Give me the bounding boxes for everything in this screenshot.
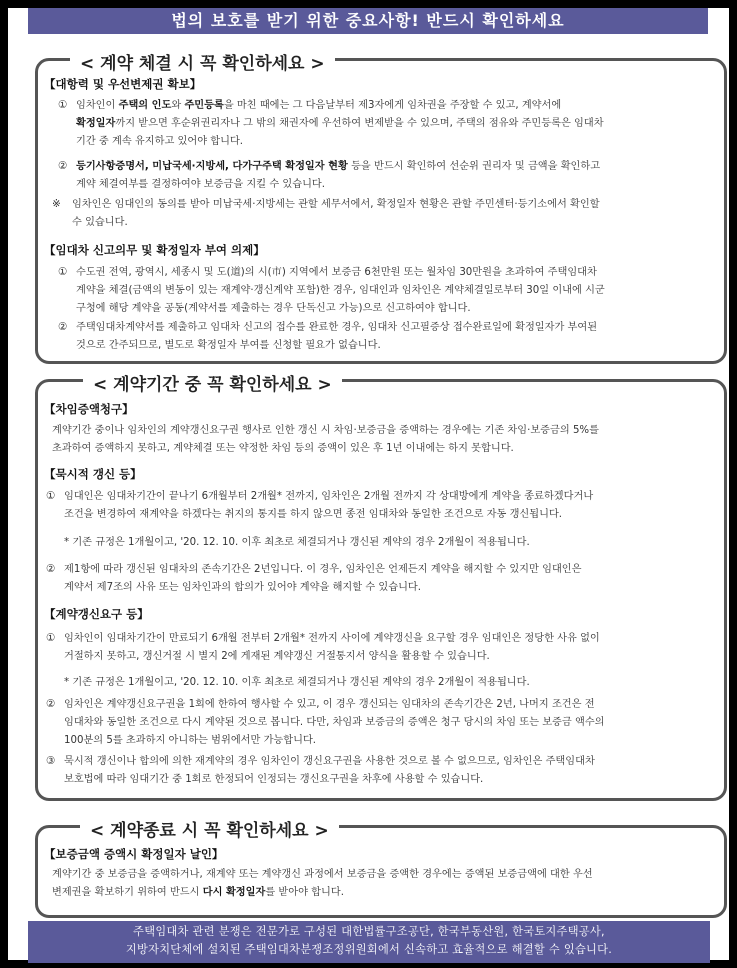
item-number: ② [46, 698, 56, 710]
text-line: 임대인은 임대차기간이 끝나기 6개월부터 2개월* 전까지, 임차인은 2개월 전까지 각 상대방에게 계약을 종료하겠다거나 [64, 491, 594, 502]
text-line: 거절하지 못하고, 갱신거절 시 별지 2에 게재된 계약갱신 거절통지서 양식을 활용할 수 있습니다. [64, 651, 490, 662]
text-line: 임차인이 주택의 인도와 주민등록을 마친 때에는 그 다음날부터 제3자에게 임차권을 주장할 수 있고, 계약서에 [76, 100, 562, 111]
text-line: 계약을 체결(금액의 변동이 있는 재계약·갱신계약 포함)한 경우, 임대인과 임차인은 계약체결일로부터 30일 이내에 시군 [76, 285, 605, 296]
text-line: 확정일자까지 받으면 후순위권리자나 그 밖의 채권자에 우선하여 변제받을 수 있으며, 주택의 점유와 주민등록은 임대차 [76, 118, 604, 129]
text-line: 조건을 변경하여 재계약을 하겠다는 취지의 통지를 하지 않으면 종전 임대차와 동일한 조건으로 자동 갱신됩니다. [64, 509, 563, 520]
page-header: 법의 보호를 받기 위한 중요사항! 반드시 확인하세요 [28, 8, 708, 34]
paragraph-implied-renewal-2 [64, 561, 728, 597]
item-number: ③ [46, 755, 56, 767]
subheading-opposing-power: 【대항력 및 우선변제권 확보】 [44, 77, 202, 91]
text-line: 것으로 간주되므로, 별도로 확정일자 부여를 신청할 필요가 없습니다. [76, 340, 381, 351]
section-contract-end-title: < 계약종료 시 꼭 확인하세요 > [80, 816, 339, 841]
document-page [8, 8, 729, 960]
section-contract-period-title: < 계약기간 중 꼭 확인하세요 > [83, 370, 342, 395]
text-line: 수도권 전역, 광역시, 세종시 및 도(道)의 시(市) 지역에서 보증금 6천만원 또는 월차임 30만원을 초과하여 주택임대차 [76, 267, 597, 278]
subheading-implied-renewal: 【묵시적 갱신 등】 [44, 467, 142, 481]
item-number: ① [58, 99, 68, 111]
text-line: 100분의 5를 초과하지 아니하는 범위에서만 가능합니다. [64, 735, 317, 746]
item-number: ① [46, 490, 56, 502]
text-line: 묵시적 갱신이나 합의에 의한 재계약의 경우 임차인이 갱신요구권을 사용한 것으로 볼 수 없으므로, 임차인은 주택임대차 [64, 756, 595, 767]
text-line: 변제권을 확보하기 위하여 반드시 다시 확정일자를 받아야 합니다. [52, 887, 344, 898]
subheading-rent-increase: 【차임증액청구】 [44, 402, 134, 416]
item-number: ② [46, 563, 56, 575]
paragraph-deposit-increase [52, 866, 728, 902]
text-line: 계약서 제7조의 사유 또는 임차인과의 합의가 있어야 계약을 해지할 수 있습니다. [64, 582, 422, 593]
text-line: 임차인은 계약갱신요구권을 1회에 한하여 행사할 수 있고, 이 경우 갱신되는 임대차의 존속기간은 2년, 나머지 조건은 전 [64, 699, 595, 710]
paragraph-renewal-request-1 [64, 630, 728, 666]
footer-line: 지방자치단체에 설치된 주택임대차분쟁조정위원회에서 신속하고 효율적으로 해결할 수 있습니다. [125, 943, 613, 956]
subheading-renewal-request: 【계약갱신요구 등】 [44, 607, 149, 621]
text-line: 초과하여 증액하지 못하고, 계약체결 또는 약정한 차임 등의 증액이 있은 후 1년 이내에는 하지 못합니다. [52, 443, 514, 454]
footnote-rule-change: * 기존 규정은 1개월이고, '20. 12. 10. 이후 최초로 체결되거나 갱신된 계약의 경우 2개월이 적용됩니다. [64, 677, 530, 688]
text-line: 주택임대차계약서를 제출하고 임대차 신고의 접수를 완료한 경우, 임대차 신고필증상 접수완료일에 확정일자가 부여된 [76, 322, 598, 333]
paragraph-opposing-power-2 [76, 158, 728, 194]
item-number: ② [58, 321, 68, 333]
text-line: 제1항에 따라 갱신된 임대차의 존속기간은 2년입니다. 이 경우, 임차인은 언제든지 계약을 해지할 수 있지만 임대인은 [64, 564, 582, 575]
text-line: 계약기간 중 보증금을 증액하거나, 재계약 또는 계약갱신 과정에서 보증금을 증액한 경우에는 증액된 보증금액에 대한 우선 [52, 869, 593, 880]
paragraph-renewal-request-3 [64, 753, 728, 789]
item-number: ① [46, 632, 56, 644]
paragraph-rent-increase [52, 422, 728, 458]
paragraph-lease-report-2 [76, 319, 728, 355]
footer-line: 주택임대차 관련 분쟁은 전문가로 구성된 대한법률구조공단, 한국부동산원, 한국토지주택공사, [133, 925, 605, 938]
subheading-lease-report: 【임대차 신고의무 및 확정일자 부여 의제】 [44, 243, 265, 257]
page-footer [28, 921, 710, 963]
item-number: ① [58, 266, 68, 278]
paragraph-renewal-request-2 [64, 696, 728, 750]
text-line: 계약기간 중이나 임차인의 계약갱신요구권 행사로 인한 갱신 시 차임·보증금을 증액하는 경우에는 기존 차임·보증금의 5%를 [52, 425, 599, 436]
note-tax-check [72, 196, 728, 232]
subheading-deposit-increase: 【보증금액 증액시 확정일자 날인】 [44, 847, 224, 861]
footnote-rule-change: * 기존 규정은 1개월이고, '20. 12. 10. 이후 최초로 체결되거나 갱신된 계약의 경우 2개월이 적용됩니다. [64, 537, 530, 548]
text-line: 임차인이 임대차기간이 만료되기 6개월 전부터 2개월* 전까지 사이에 계약갱신을 요구할 경우 임대인은 정당한 사유 없이 [64, 633, 600, 644]
text-line: 기간 중 계속 유지하고 있어야 합니다. [76, 136, 244, 147]
note-mark: ※ [52, 198, 61, 210]
text-line: 보호법에 따라 임대기간 중 1회로 한정되어 인정되는 갱신요구권을 차후에 사용할 수 있습니다. [64, 774, 484, 785]
text-line: 등기사항증명서, 미납국세·지방세, 다가구주택 확정일자 현황 등을 반드시 확인하여 선순위 권리자 및 금액을 확인하고 [76, 161, 601, 172]
paragraph-opposing-power-1 [76, 97, 728, 151]
text-line: 계약 체결여부를 결정하여야 보증금을 지킬 수 있습니다. [76, 179, 326, 190]
text-line: 임대차와 동일한 조건으로 다시 계약된 것으로 봅니다. 다만, 차임과 보증금의 증액은 청구 당시의 차임 또는 보증금 액수의 [64, 717, 605, 728]
text-line: 임차인은 임대인의 동의를 받아 미납국세·지방세는 관할 세무서에서, 확정일자 현황은 관할 주민센터·등기소에서 확인할 [72, 199, 600, 210]
item-number: ② [58, 160, 68, 172]
text-line: 수 있습니다. [72, 217, 128, 228]
section-contract-signing-title: < 계약 체결 시 꼭 확인하세요 > [70, 49, 335, 74]
paragraph-implied-renewal-1 [64, 488, 728, 524]
paragraph-lease-report-1 [76, 264, 728, 318]
text-line: 구청에 해당 계약을 공동(계약서를 제출하는 경우 단독신고 가능)으로 신고하여야 합니다. [76, 303, 471, 314]
